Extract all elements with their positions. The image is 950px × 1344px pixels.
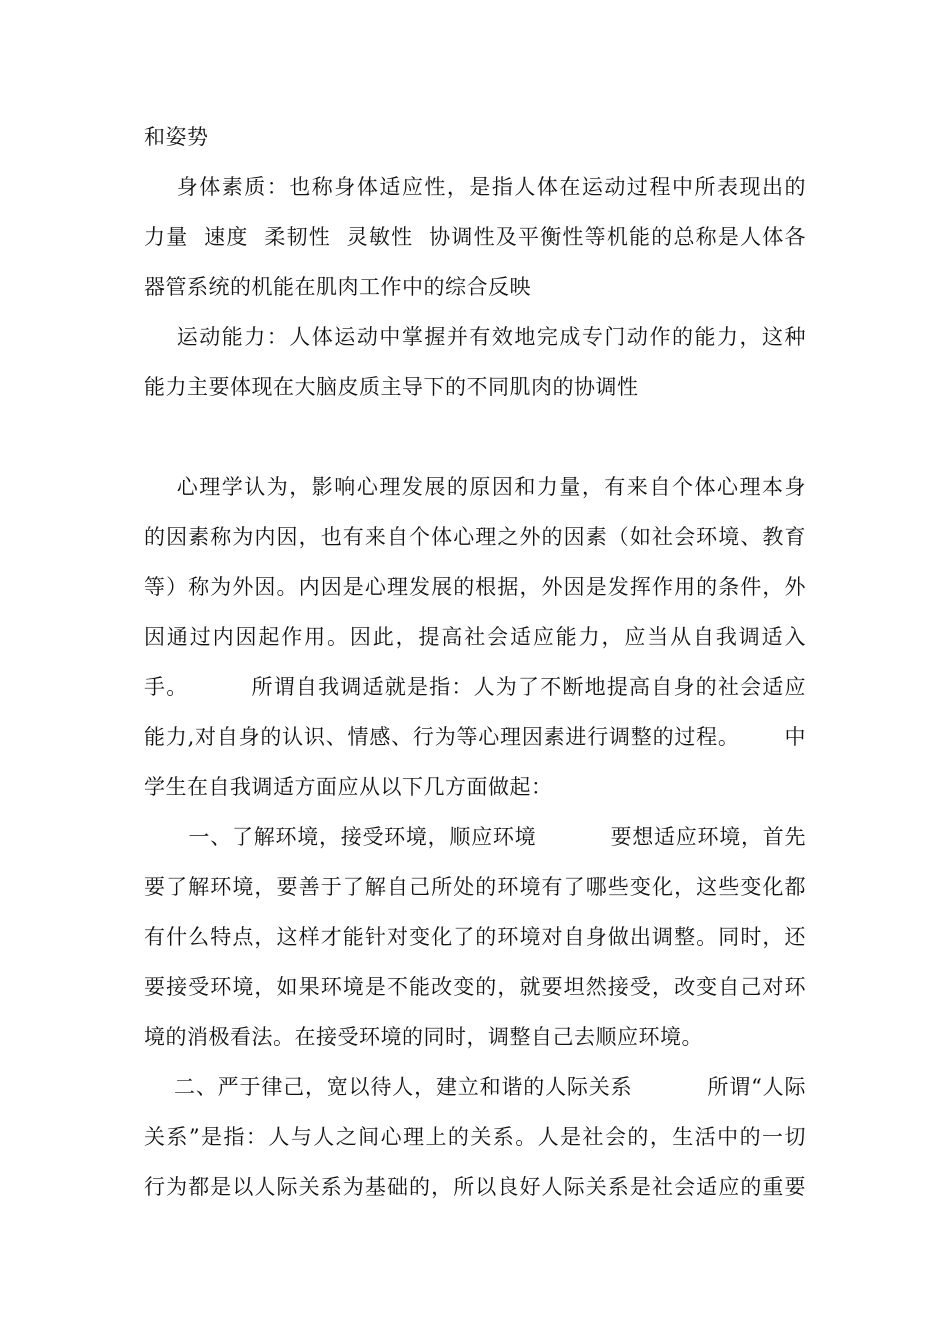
- text-line: 的因素称为内因，也有来自个体心理之外的因素（如社会环境、教育: [144, 525, 806, 549]
- text-line: 关系”是指：人与人之间心理上的关系。人是社会的，生活中的一切: [144, 1125, 806, 1149]
- text-line: 等）称为外因。内因是心理发展的根据，外因是发挥作用的条件，外: [144, 575, 806, 599]
- text-line: 行为都是以人际关系为基础的，所以良好人际关系是社会适应的重要: [144, 1175, 806, 1199]
- text-line: 有什么特点，这样才能针对变化了的环境对自身做出调整。同时，还: [144, 925, 806, 949]
- text-line: 运动能力：人体运动中掌握并有效地完成专门动作的能力，这种: [144, 325, 806, 349]
- text-line: 能力主要体现在大脑皮质主导下的不同肌肉的协调性: [144, 375, 639, 399]
- text-line: 和姿势: [144, 125, 209, 149]
- text-line: 境的消极看法。在接受环境的同时，调整自己去顺应环境。: [144, 1025, 703, 1049]
- text-line: 器管系统的机能在肌肉工作中的综合反映: [144, 275, 531, 299]
- text-line: 一、了解环境，接受环境，顺应环境 要想适应环境，首先: [144, 825, 806, 849]
- text-line: 能力,对自身的认识、情感、行为等心理因素进行调整的过程。 中: [144, 725, 806, 749]
- text-line: 身体素质：也称身体适应性，是指人体在运动过程中所表现出的: [144, 175, 806, 199]
- text-line: 学生在自我调适方面应从以下几方面做起：: [144, 775, 553, 799]
- text-line: 因通过内因起作用。因此，提高社会适应能力，应当从自我调适入: [144, 625, 806, 649]
- text-line: 要了解环境，要善于了解自己所处的环境有了哪些变化，这些变化都: [144, 875, 806, 899]
- text-line: 手。 所谓自我调适就是指：人为了不断地提高自身的社会适应: [144, 675, 806, 699]
- text-line: 心理学认为，影响心理发展的原因和力量，有来自个体心理本身: [144, 475, 806, 499]
- text-line: 要接受环境，如果环境是不能改变的，就要坦然接受，改变自己对环: [144, 975, 806, 999]
- text-line: 二、严于律己，宽以待人，建立和谐的人际关系 所谓“人际: [144, 1075, 806, 1099]
- text-line: 力量 速度 柔韧性 灵敏性 协调性及平衡性等机能的总称是人体各: [144, 225, 806, 249]
